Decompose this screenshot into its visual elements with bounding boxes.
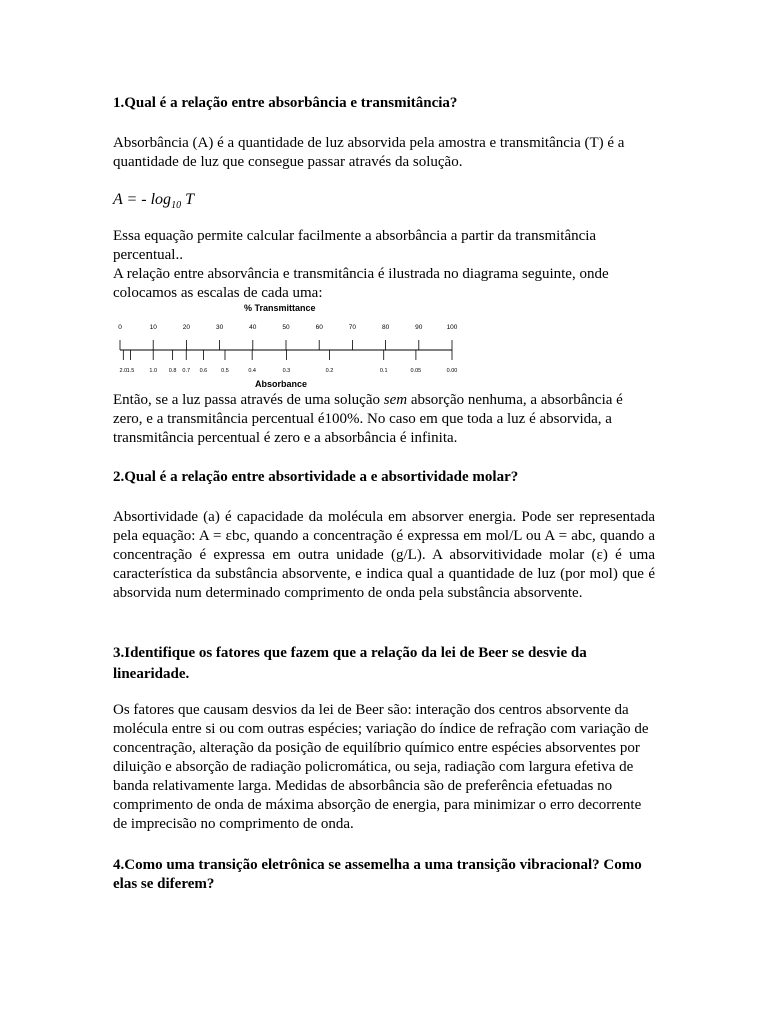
absorbance-tick-label: 0.2 (325, 368, 334, 374)
absorbance-tick-label: 0.05 (410, 368, 422, 374)
transmittance-tick-label: 40 (249, 324, 257, 331)
absorbance-tick-label: 0.4 (248, 368, 256, 374)
transmittance-tick-label: 20 (182, 324, 191, 331)
formula-lhs: A = - log (113, 191, 172, 208)
absorbance-tick-label: 1.5 (126, 368, 135, 374)
q3-paragraph-1: Os fatores que causam desvios da lei de Beer são: interação dos centros absorvente da molécula entre si ou com outras espécies; variação do índice de refração com variação de concentração, alteração da posição de equilíbrio químico entre espécies absorventes por diluição e absorção de radiação policromática, ou seja, radiação com largura efetiva de banda relativamente larga. Medidas de absorbância são de preferência efetuadas no comprimento de onda de máxima absorção de energia, para minimizar o erro decorrente de imprecisão no comprimento de onda. (113, 702, 649, 832)
absorbance-tick-label: 0.1 (379, 368, 388, 374)
absorbance-tick-label: 2.0 (119, 368, 128, 374)
transmittance-tick-label: 60 (315, 324, 323, 331)
question-2-title: 2.Qual é a relação entre absortividade a e absortividade molar? (113, 469, 519, 485)
absorbance-formula (113, 190, 655, 215)
transmittance-tick-label: 80 (381, 324, 390, 331)
q1-paragraph-2 (113, 227, 655, 303)
absorbance-tick-label: 0.00 (446, 368, 458, 374)
transmittance-tick-label: 0 (118, 324, 122, 331)
formula-rhs: T (181, 191, 194, 208)
transmittance-tick-label: 30 (215, 324, 224, 331)
q1-p3-post: absorção nenhuma, a absorbância é zero, e a transmitância percentual é100%. No caso em que toda a luz é absorvida, a transmitância percentual é zero e a absorbância é infinita. (113, 392, 623, 446)
q1-paragraph-2a: Essa equação permite calcular facilmente a absorbância a partir da transmitância percentual.. (113, 228, 597, 263)
transmittance-tick-label: 70 (348, 324, 357, 331)
absorbance-tick-label: 0.3 (282, 368, 291, 374)
diagram-axis-label: Absorbance (255, 379, 308, 389)
question-4-title: 4.Como uma transição eletrônica se assemelha a uma transição vibracional? Como elas se diferem? (113, 857, 642, 892)
transmittance-tick-labels (118, 324, 458, 331)
q1-p3-emphasis: sem (383, 392, 408, 408)
transmittance-tick-label: 90 (415, 324, 423, 331)
absorbance-tick-label: 0.7 (182, 368, 191, 374)
diagram-title: % Transmittance (244, 303, 316, 313)
transmittance-tick-label: 100 (446, 324, 458, 331)
q1-p3-pre: Então, se a luz passa através de uma solução (113, 392, 384, 408)
absorbance-tick-label: 0.5 (221, 368, 229, 374)
question-3-title: 3.Identifique os fatores que fazem que a relação da lei de Beer se desvie da linearidade. (113, 645, 587, 682)
absorbance-tick-label: 1.0 (149, 368, 158, 374)
absorbance-tick-label: 0.6 (199, 368, 208, 374)
transmittance-tick-label: 10 (149, 324, 157, 331)
transmittance-tick-label: 50 (282, 324, 290, 331)
formula-subscript: 10 (171, 200, 182, 212)
transmittance-absorbance-scale (110, 316, 470, 380)
q2-paragraph-1: Absortividade (a) é capacidade da molécula em absorver energia. Pode ser representada pela equação: A = εbc, quando a concentração é expressa em mol/L ou A = abc, quando a concentração é expressa em outra unidade (g/L). A absorvitividade molar (ε) é uma característica da substância absorvente, e indica qual a quantidade de luz (por mol) que é absorvida num determinado comprimento de onda pela substância absorvente. (113, 509, 655, 601)
q1-paragraph-3 (113, 391, 655, 448)
q1-paragraph-2b: A relação entre absorvância e transmitância é ilustrada no diagrama seguinte, onde colocamos as escalas de cada uma: (113, 266, 609, 301)
absorbance-tick-label: 0.8 (168, 368, 177, 374)
question-1-title: 1.Qual é a relação entre absorbância e transmitância? (113, 95, 458, 111)
absorbance-tick-labels (119, 368, 457, 374)
q1-paragraph-1: Absorbância (A) é a quantidade de luz absorvida pela amostra e transmitância (T) é a quantidade de luz que consegue passar através da solução. (113, 135, 625, 170)
